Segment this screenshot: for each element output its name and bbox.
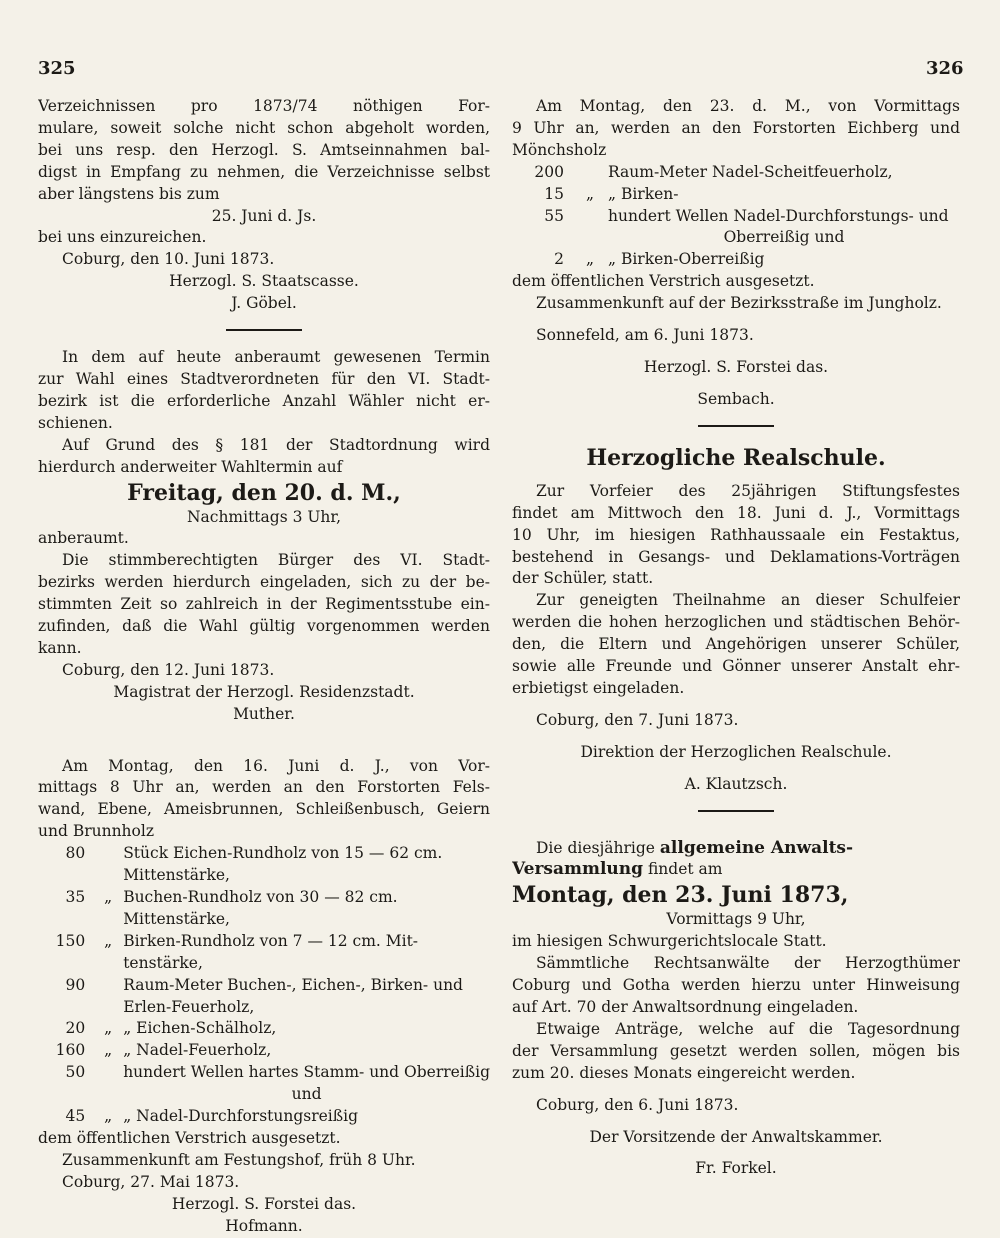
text-line: 9 Uhr an, werden an den Forstorten Eichberg und	[512, 118, 960, 137]
text-line: der Schüler, statt.	[512, 569, 654, 588]
text-line: schienen.	[38, 413, 113, 432]
text-line: dem öffentlichen Verstrich ausgesetzt.	[512, 272, 815, 291]
text-line: Am Montag, den 16. Juni d. J., von Vor-	[62, 756, 490, 775]
timber-list	[512, 162, 960, 272]
text-line: Zur Vorfeier des 25jährigen Stiftungsfestes	[536, 481, 960, 500]
timber-list	[38, 843, 490, 1128]
item-text: „ Eichen-Schälholz,	[123, 1019, 277, 1038]
item-number: 20	[65, 1019, 86, 1038]
text-line: Am Montag, den 23. d. M., von Vormittags	[536, 97, 960, 115]
item-text: Oberreißig und	[723, 228, 845, 247]
page-number-left: 325	[38, 58, 76, 79]
divider	[698, 425, 774, 427]
place-date: Coburg, den 10. Juni 1873.	[62, 250, 275, 269]
signature: Fr. Forkel.	[695, 1159, 777, 1178]
list-item	[38, 931, 490, 953]
text-line: bei uns resp. den Herzogl. S. Amtseinnahmen bal-	[38, 140, 490, 159]
deadline-date: 25. Juni d. Js.	[211, 206, 317, 225]
item-text: Raum-Meter Buchen-, Eichen-, Birken- und	[123, 975, 463, 994]
text-line: Mönchsholz	[512, 140, 607, 159]
item-number: 35	[65, 888, 86, 906]
signature: Hofmann.	[225, 1216, 303, 1235]
place-date: Coburg, 27. Mai 1873.	[62, 1172, 240, 1191]
spacer	[512, 1148, 960, 1158]
ditto-mark	[572, 206, 608, 228]
right-column	[512, 96, 960, 1180]
ditto-mark	[572, 162, 608, 184]
emphasis-run: allgemeine Anwalts-	[659, 837, 854, 858]
text-line: sowie alle Freunde und Gönner unserer Anstalt ehr-	[512, 657, 960, 676]
text-line: In dem auf heute anberaumt gewesenen Termin	[62, 348, 490, 367]
ditto-mark: „	[104, 1107, 113, 1126]
signature: A. Klautzsch.	[684, 774, 788, 793]
spacer	[512, 347, 960, 357]
item-text: Birken-Rundholz von 7 — 12 cm. Mit-	[123, 931, 419, 950]
list-item	[512, 162, 960, 184]
text-line: Zusammenkunft am Festungshof, früh 8 Uhr.	[62, 1150, 416, 1169]
ditto-mark	[572, 227, 608, 249]
issuing-office: Herzogl. S. Forstei das.	[171, 1194, 357, 1213]
text-line: Auf Grund des § 181 der Stadtordnung wird	[62, 435, 490, 454]
issuing-office: Direktion der Herzoglichen Realschule.	[580, 742, 892, 761]
ditto-mark	[93, 909, 123, 931]
emphasis-run: Versammlung	[512, 859, 644, 880]
item-number	[38, 953, 93, 975]
item-text: Mittenstärke,	[123, 909, 230, 928]
divider	[226, 329, 302, 331]
spacer	[512, 732, 960, 742]
spacer	[512, 379, 960, 389]
election-time: Nachmittags 3 Uhr,	[186, 507, 342, 526]
text-line: zum 20. dieses Monats eingereicht werden.	[512, 1063, 856, 1082]
item-number: 55	[544, 206, 564, 225]
text-line: Etwaige Anträge, welche auf die Tagesordnung	[536, 1019, 960, 1038]
text-run: Die diesjährige	[536, 838, 655, 857]
item-number: 15	[544, 184, 564, 203]
notice-stadtverordneten-wahl	[38, 347, 490, 726]
list-item	[512, 249, 960, 271]
text-line: mittags 8 Uhr an, werden an den Forstorten Fels-	[38, 778, 490, 797]
notice-realschule	[512, 443, 960, 796]
text-line: kann.	[38, 638, 82, 657]
text-line: erbietigst eingeladen.	[512, 678, 685, 697]
text-line: und Brunnholz	[38, 822, 155, 841]
item-text: und	[291, 1085, 322, 1104]
text-line: mulare, soweit solche nicht schon abgeholt worden,	[38, 118, 490, 137]
list-item	[38, 1106, 490, 1128]
list-item	[38, 865, 490, 887]
notice-anwaltsversammlung	[512, 838, 960, 1181]
ditto-mark	[93, 843, 123, 865]
list-item	[38, 1040, 490, 1062]
list-item	[38, 1084, 490, 1106]
notice-holzverkauf-sonnefeld	[512, 96, 960, 411]
spacer	[512, 1085, 960, 1095]
ditto-mark: „	[104, 931, 113, 950]
text-line: hierdurch anderweiter Wahltermin auf	[38, 457, 343, 476]
text-line: aber längstens bis zum	[38, 184, 220, 203]
ditto-mark: „	[585, 184, 595, 203]
list-item	[38, 1018, 490, 1040]
place-date: Coburg, den 12. Juni 1873.	[62, 660, 275, 679]
ditto-mark	[93, 953, 123, 975]
item-number	[38, 865, 93, 887]
text-line: Die stimmberechtigten Bürger des VI. Stadt-	[62, 551, 490, 570]
item-text: Buchen-Rundholz von 30 — 82 cm.	[123, 888, 398, 906]
item-text: hundert Wellen Nadel-Durchforstungs- und	[608, 206, 949, 225]
left-column	[38, 96, 490, 1238]
item-text: „ Birken-Oberreißig	[608, 250, 765, 269]
text-line: bei uns einzureichen.	[38, 228, 207, 247]
text-line: bestehend in Gesangs- und Deklamations-Vorträgen	[512, 547, 960, 566]
issuing-office: Herzogl. S. Staatscasse.	[169, 272, 359, 291]
list-item	[38, 1062, 490, 1084]
list-item	[38, 887, 490, 909]
spacer	[512, 315, 960, 325]
spacer	[512, 1117, 960, 1127]
ditto-mark: „	[104, 1041, 113, 1060]
text-line: bezirk ist die erforderliche Anzahl Wähler nicht er-	[38, 391, 490, 410]
text-line	[512, 838, 960, 860]
list-item	[38, 997, 490, 1019]
issuing-office: Herzogl. S. Forstei das.	[643, 357, 829, 376]
meeting-date: Montag, den 23. Juni 1873,	[512, 882, 849, 909]
section-heading: Herzogliche Realschule.	[586, 444, 886, 471]
item-text: tenstärke,	[123, 953, 203, 972]
text-line: bezirks werden hierdurch eingeladen, sich zu der be-	[38, 573, 490, 592]
text-line: anberaumt.	[38, 529, 129, 548]
item-text: Raum-Meter Nadel-Scheitfeuerholz,	[608, 162, 893, 181]
item-number: 2	[554, 250, 564, 269]
list-item	[512, 184, 960, 206]
ditto-mark: „	[585, 250, 595, 269]
election-date: Freitag, den 20. d. M.,	[127, 479, 401, 506]
text-run: findet am	[647, 860, 723, 879]
ditto-mark	[93, 997, 123, 1019]
page-number-right: 326	[926, 58, 964, 79]
item-number: 45	[65, 1107, 86, 1126]
ditto-mark: „	[104, 888, 113, 906]
text-line	[512, 859, 960, 881]
signature: Sembach.	[697, 389, 775, 408]
text-line: wand, Ebene, Ameisbrunnen, Schleißenbusch, Geiern	[38, 800, 490, 819]
spacer	[512, 828, 960, 838]
ditto-mark	[93, 865, 123, 887]
list-item	[512, 206, 960, 228]
text-line: 10 Uhr, im hiesigen Rathhaussaale ein Festaktus,	[512, 525, 960, 544]
item-number: 80	[65, 844, 86, 863]
ditto-mark: „	[104, 1019, 113, 1038]
list-item	[512, 227, 960, 249]
item-number	[38, 1084, 93, 1106]
place-date: Sonnefeld, am 6. Juni 1873.	[536, 326, 754, 345]
item-number	[512, 227, 572, 249]
list-item	[38, 953, 490, 975]
spacer	[512, 764, 960, 774]
ditto-mark	[93, 1062, 123, 1084]
list-item	[38, 909, 490, 931]
item-number: 160	[55, 1041, 86, 1060]
text-line: Zur geneigten Theilnahme an dieser Schulfeier	[536, 591, 960, 610]
text-line: im hiesigen Schwurgerichtslocale Statt.	[512, 932, 827, 951]
item-number	[38, 909, 93, 931]
item-text: „ Nadel-Durchforstungsreißig	[123, 1107, 358, 1126]
item-text: Erlen-Feuerholz,	[123, 997, 255, 1016]
item-text: „ Nadel-Feuerholz,	[123, 1041, 272, 1060]
list-item	[38, 975, 490, 997]
text-line: digst in Empfang zu nehmen, die Verzeichnisse selbst	[38, 162, 490, 181]
item-text: Stück Eichen-Rundholz von 15 — 62 cm.	[123, 844, 443, 863]
item-number: 150	[55, 931, 86, 950]
ditto-mark	[93, 1084, 123, 1106]
place-date: Coburg, den 7. Juni 1873.	[536, 710, 739, 729]
item-number: 200	[534, 162, 564, 181]
text-line: werden die hohen herzoglichen und städtischen Behör-	[512, 613, 960, 632]
item-text: hundert Wellen hartes Stamm- und Oberreißig	[123, 1063, 490, 1082]
item-number: 50	[65, 1063, 86, 1082]
item-text: „ Birken-	[608, 184, 679, 203]
spacer	[512, 700, 960, 710]
notice-holzverkauf-coburg	[38, 756, 490, 1238]
spacer	[38, 726, 490, 756]
text-line: Verzeichnissen pro 1873/74 nöthigen For-	[38, 97, 490, 115]
text-line: auf Art. 70 der Anwaltsordnung eingeladen.	[512, 998, 859, 1016]
divider	[698, 810, 774, 812]
text-line: zur Wahl eines Stadtverordneten für den VI. Stadt-	[38, 369, 490, 388]
text-line: Zusammenkunft auf der Bezirksstraße im Jungholz.	[536, 294, 942, 313]
issuing-office: Magistrat der Herzogl. Residenzstadt.	[113, 682, 415, 701]
text-line: stimmten Zeit so zahlreich in der Regimentsstube ein-	[38, 595, 490, 614]
text-line: zufinden, daß die Wahl gültig vorgenommen werden	[38, 617, 490, 636]
place-date: Coburg, den 6. Juni 1873.	[536, 1095, 739, 1114]
text-line: der Versammlung gesetzt werden sollen, mögen bis	[512, 1041, 960, 1060]
issuing-office: Der Vorsitzende der Anwaltskammer.	[589, 1127, 883, 1146]
notice-staatscasse	[38, 96, 490, 315]
item-number	[38, 997, 93, 1019]
ditto-mark	[93, 975, 123, 997]
signature: Muther.	[233, 704, 295, 723]
text-line: Coburg und Gotha werden hierzu unter Hinweisung	[512, 976, 960, 995]
item-text: Mittenstärke,	[123, 866, 230, 885]
text-line: den, die Eltern und Angehörigen unserer Schüler,	[512, 635, 960, 654]
meeting-time: Vormittags 9 Uhr,	[666, 910, 806, 929]
signature: J. Göbel.	[231, 294, 297, 313]
list-item	[38, 843, 490, 865]
text-line: dem öffentlichen Verstrich ausgesetzt.	[38, 1128, 341, 1147]
text-line: findet am Mittwoch den 18. Juni d. J., Vormittags	[512, 503, 960, 522]
text-line: Sämmtliche Rechtsanwälte der Herzogthümer	[536, 954, 960, 973]
item-number: 90	[65, 975, 86, 994]
